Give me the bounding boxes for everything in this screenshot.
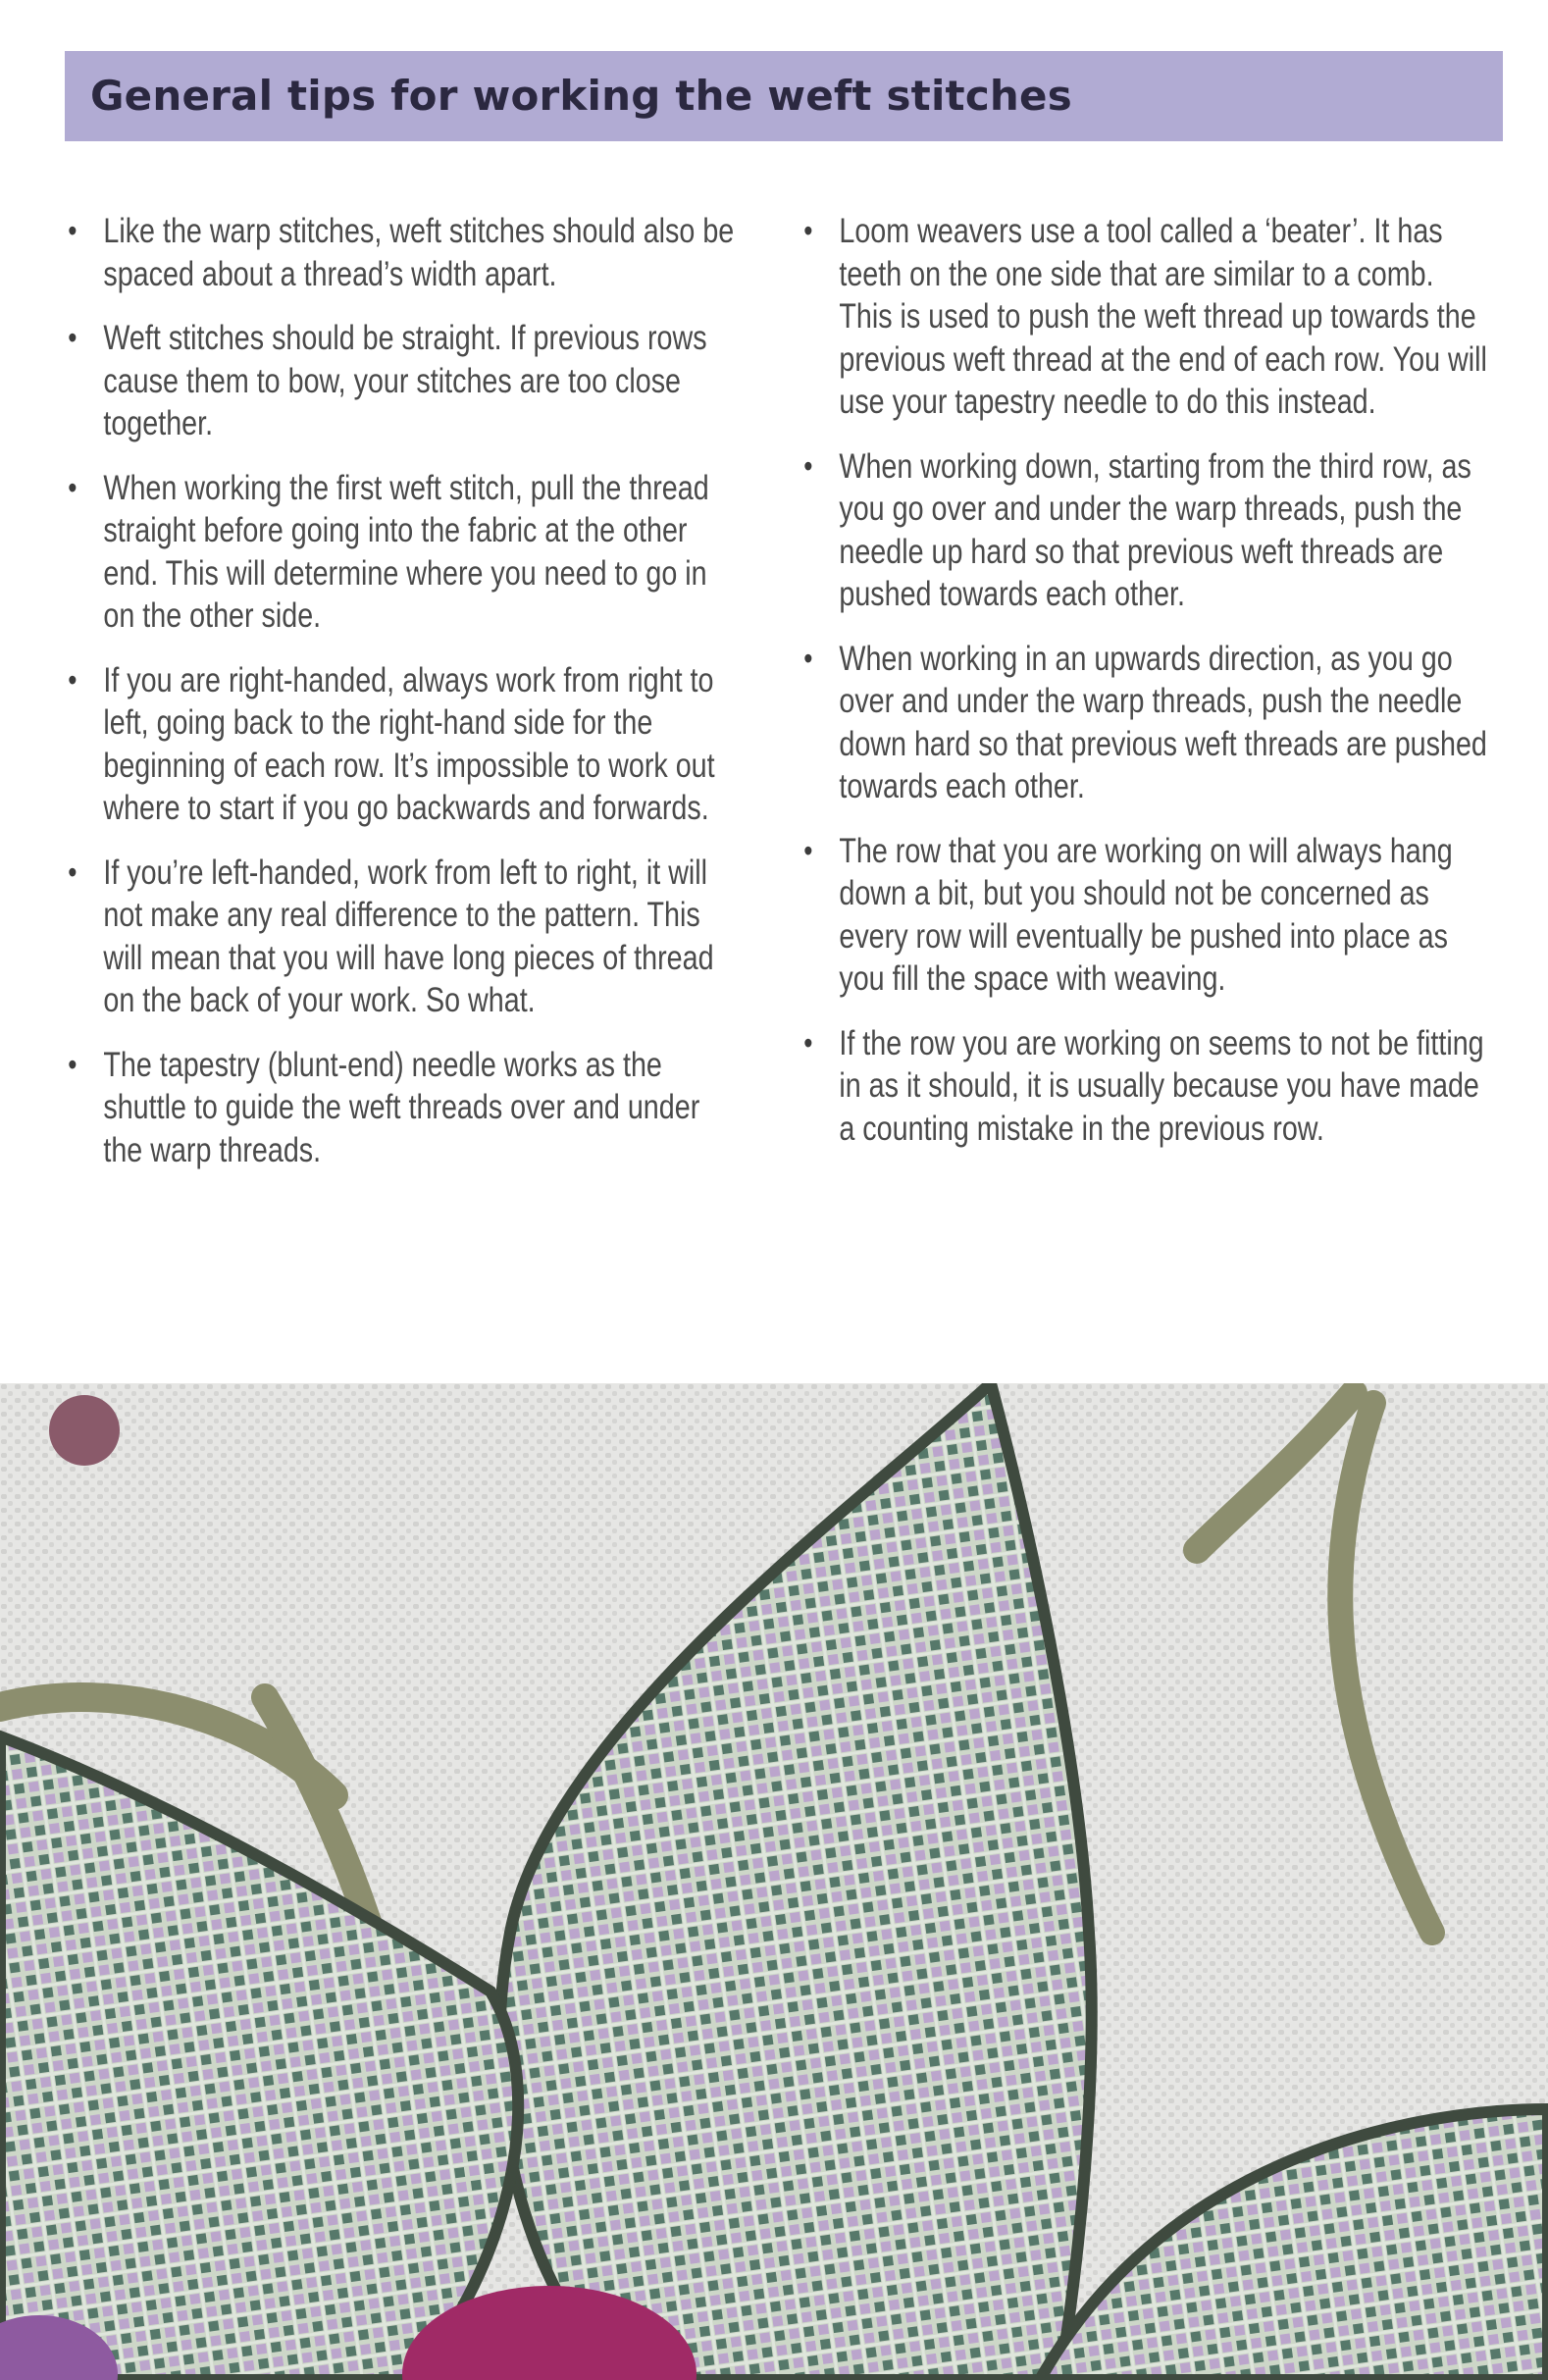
tip-item — [65, 659, 742, 830]
tip-item — [65, 210, 742, 295]
bullet-icon: • — [68, 320, 77, 355]
tip-item — [800, 1022, 1487, 1151]
left-column — [65, 210, 742, 1193]
tip-text: If you’re left-handed, work from left to right, it will not make any real difference to the pattern. This will mean that you will have long pieces of thread on the back of your work. So what. — [103, 853, 714, 1019]
bullet-icon: • — [68, 661, 77, 698]
left-tips-list — [65, 210, 742, 1171]
tip-item — [65, 1044, 742, 1172]
tip-text: The tapestry (blunt-end) needle works as the shuttle to guide the weft threads over and under the warp threads. — [103, 1045, 700, 1169]
bullet-icon: • — [68, 469, 77, 505]
section-heading-bar — [65, 51, 1503, 141]
tip-text: If the row you are working on seems to not be fitting in as it should, it is usually because you have made a counting mistake in the previous row. — [839, 1023, 1484, 1148]
tip-text: If you are right-handed, always work from right to left, going back to the right-hand side for the beginning of each row. It’s impossible to work out where to start if you go backwards and forwards. — [103, 660, 715, 827]
tip-text: When working down, starting from the third row, as you go over and under the warp threads, push the needle up hard so that previous weft threads are pushed towards each other. — [839, 446, 1471, 613]
tip-item — [800, 445, 1487, 616]
right-tips-list — [800, 210, 1487, 1150]
tip-item — [800, 830, 1487, 1001]
tip-text: Like the warp stitches, weft stitches should also be spaced about a thread’s width apart. — [103, 212, 735, 293]
tip-item — [65, 852, 742, 1022]
tip-item — [65, 467, 742, 638]
bullet-icon: • — [68, 1046, 77, 1082]
tip-item — [65, 317, 742, 445]
embroidery-illustration — [0, 1383, 1548, 2380]
bullet-icon: • — [803, 213, 813, 248]
bullet-icon: • — [803, 640, 813, 676]
tip-item — [800, 210, 1487, 424]
bullet-icon: • — [803, 832, 813, 868]
bullet-icon: • — [68, 854, 77, 890]
tip-text: When working the first weft stitch, pull the thread straight before going into the fabric at the other end. This will determine where you need to go in on the other side. — [103, 468, 709, 635]
tip-text: The row that you are working on will always hang down a bit, but you should not be concerned as every row will eventually be pushed into place as you fill the space with weaving. — [839, 831, 1453, 998]
french-knot — [49, 1395, 120, 1466]
right-column — [800, 210, 1487, 1171]
tip-text: When working in an upwards direction, as you go over and under the warp threads, push the needle down hard so that previous weft threads are pushed towards each other. — [839, 639, 1487, 805]
bullet-icon: • — [68, 213, 77, 248]
bullet-icon: • — [803, 447, 813, 484]
section-heading: General tips for working the weft stitches — [90, 72, 1072, 120]
bullet-icon: • — [803, 1024, 813, 1061]
tip-item — [800, 638, 1487, 808]
tip-text: Loom weavers use a tool called a ‘beater’. It has teeth on the one side that are similar to a comb. This is used to push the weft thread up towards the previous weft thread at the end of each row. You will use your tapestry needle to do this instead. — [839, 212, 1487, 421]
tip-text: Weft stitches should be straight. If previous rows cause them to bow, your stitches are too close together. — [103, 319, 707, 442]
embroidered-leaf-photo — [0, 1383, 1548, 2380]
